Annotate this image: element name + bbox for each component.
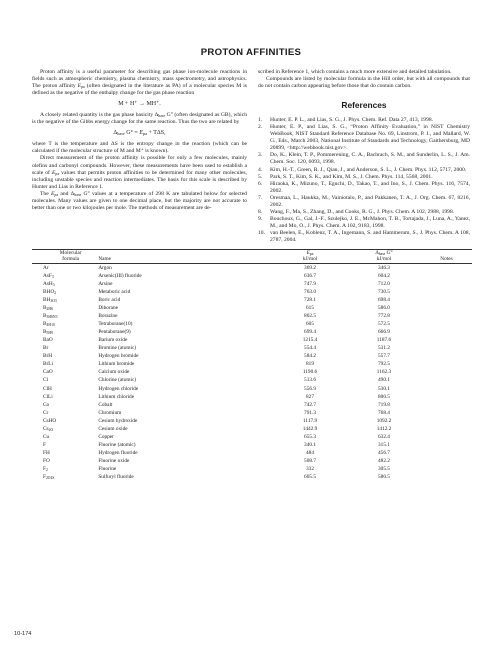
basicity-cell: 632.4 xyxy=(378,433,390,440)
epa-cell: 742.7 xyxy=(304,401,316,408)
epa-cell: 369.2 xyxy=(304,264,316,271)
reference-number: 1. xyxy=(258,117,263,124)
table-row xyxy=(32,441,472,449)
formula-cell: $B_{3H6N3}$ xyxy=(43,313,58,320)
notes-cell xyxy=(421,360,472,368)
basicity-cell: 730.5 xyxy=(378,288,390,295)
basicity-cell: 1092.2 xyxy=(376,417,392,424)
formula-cell: $F_2$ xyxy=(43,465,48,472)
notes-cell xyxy=(421,409,472,417)
name-cell: Lithium bromide xyxy=(98,361,135,368)
reference-item xyxy=(258,195,470,209)
basicity-cell: 772.8 xyxy=(378,313,390,320)
measurement-paragraph: Direct measurement of the proton affinity is possible for only a few molecules, mainly olefins and carbonyl compounds. However, these measurements have been used to establish a scale of $E_{pa}$ values that permits proton affinities to be determined for many other molecules, including unstable species and reaction intermediates. The basis for this scale is described by Hunter and Lias in Reference 1. xyxy=(32,155,247,190)
header-notes-text: Notes xyxy=(440,256,453,263)
basicity-cell: 1162.3 xyxy=(376,369,392,376)
reference-item xyxy=(258,209,470,216)
formula-cell: ClH xyxy=(43,385,52,392)
name-cell: Diborane xyxy=(98,305,119,312)
formula-cell: BrH xyxy=(43,353,53,360)
reference-item xyxy=(258,230,470,244)
notes-cell xyxy=(421,376,472,384)
basicity-cell: 530.1 xyxy=(378,385,390,392)
right-column xyxy=(258,69,470,244)
formula-cell: ClLi xyxy=(43,393,53,400)
epa-cell: 584.2 xyxy=(304,353,316,360)
name-cell: Fluorine (atomic) xyxy=(98,441,136,448)
name-cell: Chlorine (atomic) xyxy=(98,377,137,384)
epa-cell: 819 xyxy=(306,361,314,368)
epa-cell: 1117.9 xyxy=(302,417,318,424)
reference-number: 5. xyxy=(258,173,263,180)
formula-cell: Br xyxy=(43,345,49,352)
table-row xyxy=(32,385,472,393)
formula-cell: Cu xyxy=(43,433,50,440)
table-row xyxy=(32,344,472,352)
formula-cell: $BHO_2$ xyxy=(43,288,57,295)
basicity-cell: 580.5 xyxy=(378,474,390,481)
formula-cell: FH xyxy=(43,449,50,456)
epa-cell: 763.0 xyxy=(304,288,316,295)
page-title: PROTON AFFINITIES xyxy=(200,47,302,58)
name-cell: Barium oxide xyxy=(98,337,128,344)
formula-cell: $BH_{3O3}$ xyxy=(43,297,57,303)
table-row xyxy=(32,376,472,384)
table-row xyxy=(32,433,472,441)
formula-cell: $Cs_{2O}$ xyxy=(43,425,54,432)
header-name-text: Name xyxy=(98,256,111,263)
basicity-cell: 490.1 xyxy=(378,377,390,384)
basicity-cell: 315.1 xyxy=(378,441,390,448)
basicity-cell: 482.2 xyxy=(378,457,390,464)
notes-cell xyxy=(421,352,472,360)
formula-cell: BrLi xyxy=(43,361,54,368)
basicity-cell: 719.8 xyxy=(378,401,390,408)
table-row xyxy=(32,296,472,304)
epa-cell: 332 xyxy=(306,465,314,472)
name-cell: Lithium chloride xyxy=(98,393,135,400)
notes-cell xyxy=(421,433,472,441)
epa-cell: 556.9 xyxy=(304,385,316,392)
reference-number: 3. xyxy=(258,152,263,159)
name-cell: Argon xyxy=(98,264,112,271)
header-basicity-line1: $\Delta_{base}$ G° xyxy=(375,250,393,256)
basicity-cell: 1412.2 xyxy=(376,425,392,432)
notes-cell xyxy=(421,312,472,320)
epa-cell: 827 xyxy=(306,393,314,400)
basicity-cell: 800.5 xyxy=(378,393,390,400)
intro-paragraph: Proton affinity is a useful parameter for describing gas phase ion-molecule reactions in fields such as atmospheric chemistry, plasma chemistry, mass spectrometry, and astrophysics. The proton affinity $E_{pa}$ (often designated in the literature as PA) of a molecular species M is defined as the negative of the enthalpy change for the gas phase reaction xyxy=(32,69,247,97)
name-cell: Chromium xyxy=(98,409,122,416)
name-cell: Fluorine oxide xyxy=(98,457,130,464)
header-epa-line2: kJ/mol xyxy=(302,256,318,263)
notes-cell xyxy=(421,263,472,272)
table-row xyxy=(32,393,472,401)
notes-cell xyxy=(421,457,472,465)
table-row xyxy=(32,360,472,368)
ordering-paragraph: Compounds are listed by molecular formula in the Hill order, but with all compounds that do not contain carbon appearing before those that do contain carbon. xyxy=(258,76,470,90)
reference-text: Wang, F., Ma, S., Zhang, D., and Cooks, R. G., J. Phys. Chem. A 102, 2988, 1998. xyxy=(270,208,455,215)
basicity-cell: 557.7 xyxy=(378,353,390,360)
reference-item xyxy=(258,124,470,152)
reference-item xyxy=(258,167,470,174)
basicity-cell: 666.9 xyxy=(378,329,390,336)
notes-cell xyxy=(421,449,472,457)
formula-cell: Cr xyxy=(43,409,49,416)
header-basicity-line2: kJ/mol xyxy=(376,256,392,263)
name-cell: Cobalt xyxy=(98,401,113,408)
table-row xyxy=(32,425,472,433)
formula-cell: BaO xyxy=(43,337,53,344)
entropy-paragraph: where T is the temperature and ΔS is the entropy change in the reaction (which can be calculated if the molecular structure of M and M⁺ is known). xyxy=(32,141,247,155)
basicity-cell: 768.4 xyxy=(378,409,390,416)
basicity-cell: 531.2 xyxy=(378,345,390,352)
table-body xyxy=(32,263,472,481)
reference-text: Do, K., Klein, T. P., Pommerening, C. A., Bachrach, S. M., and Sunderlin, L. S., J. Am. Chem. Soc. 120, 6093, 1998. xyxy=(270,152,470,166)
notes-cell xyxy=(421,385,472,393)
epa-cell: 1215.4 xyxy=(302,337,318,344)
header-name xyxy=(98,250,273,264)
formula-cell: AsF$_3$ xyxy=(43,272,54,279)
name-cell: Arsine xyxy=(98,280,113,287)
name-cell: Boric acid xyxy=(98,297,121,303)
epa-cell: 802.5 xyxy=(304,313,316,320)
formula-cell: F xyxy=(43,441,46,448)
notes-cell xyxy=(421,296,472,304)
table-row xyxy=(32,288,472,296)
notes-cell xyxy=(421,304,472,312)
reference-item xyxy=(258,174,470,181)
reference-number: 4. xyxy=(258,166,263,173)
formula-cell: $B_{5H9}$ xyxy=(43,329,53,336)
name-cell: Copper xyxy=(98,433,114,440)
name-cell: Hydrogen chloride xyxy=(98,385,139,392)
table-row xyxy=(32,328,472,336)
name-cell: Cesium hydroxide xyxy=(98,417,138,424)
epa-cell: 554.4 xyxy=(304,345,316,352)
notes-cell xyxy=(421,320,472,328)
basicity-cell: 604.2 xyxy=(378,272,390,279)
notes-cell xyxy=(421,280,472,288)
page-number: 10-174 xyxy=(14,631,32,637)
formula-cell: CaO xyxy=(43,369,53,376)
formula-cell: $B_{4H10}$ xyxy=(43,321,55,328)
name-cell: Borazine xyxy=(98,313,118,320)
notes-cell xyxy=(421,272,472,280)
formula-cell: CsHO xyxy=(43,417,57,424)
table-row xyxy=(32,457,472,465)
notes-cell xyxy=(421,328,472,336)
notes-cell xyxy=(421,465,472,473)
table-row xyxy=(32,368,472,376)
table-row xyxy=(32,320,472,328)
reference-text: Oresmaa, L., Haukka, M., Vainiotalo, P., and Pakkanen, T. A., J. Org. Chem. 67, 8216, 2002. xyxy=(270,194,470,208)
notes-cell xyxy=(421,441,472,449)
references-list xyxy=(258,117,470,244)
name-cell: Metaboric acid xyxy=(98,288,131,295)
epa-cell: 655.3 xyxy=(304,433,316,440)
reference-text: Park, S. T., Kim, S. K., and Kim, M. S., J. Chem. Phys. 114, 5568, 2001. xyxy=(270,173,433,180)
name-cell: Hydrogen fluoride xyxy=(98,449,138,456)
reference-number: 10. xyxy=(258,229,265,236)
basicity-cell: 586.0 xyxy=(378,305,390,312)
notes-cell xyxy=(421,401,472,409)
formula-cell: AsH$_3$ xyxy=(43,280,55,287)
reference-text: Bouchoux, G., Gal, J.-F., Szulejko, J. E., McMahon, T. B., Tortajada, J., Luna, A., Yanez, M., and Mo, O., J. Phys. Chem. A 102, 9183, 1998. xyxy=(270,215,470,229)
table-row xyxy=(32,473,472,481)
epa-cell: 605 xyxy=(306,321,314,328)
left-column xyxy=(32,69,247,212)
epa-cell: 615 xyxy=(306,305,314,312)
reference-number: 6. xyxy=(258,180,263,187)
reference-text: Kim, H.-T., Green, R. J., Qian, J., and Anderson, S. L., J. Chem. Phys. 112, 5717, 2000. xyxy=(270,166,467,173)
header-formula-line2: formula xyxy=(62,256,80,263)
table-row xyxy=(32,304,472,312)
tabulation-paragraph: The $E_{pa}$ and $\Delta_{base}$ G° values at a temperature of 298 K are tabulated below for selected molecules. Many values are given to one decimal place, but the majority are not accurate to better than one or two kilojoules per mole. The methods of measurement are de- xyxy=(32,190,247,211)
notes-cell xyxy=(421,336,472,344)
name-cell: Tetraborane(10) xyxy=(98,321,133,328)
name-cell: Sulfuryl fluoride xyxy=(98,474,134,481)
name-cell: Hydrogen bromide xyxy=(98,353,139,360)
reference-text: van Beelen, E., Koblenz, T. A., Ingemann, S. and Hammerum, S., J. Phys. Chem. A 108, 2787, 2004. xyxy=(270,229,470,243)
epa-cell: 513.6 xyxy=(304,377,316,384)
relation-equation: $\Delta_{base}$ $G^\circ = E_{pa} + T\Delta S$, xyxy=(113,130,166,137)
reference-text: Hunter, E. P., and Lias, S. G., “Proton Affinity Evaluation,” in NIST Chemistry WebBook, NIST Standard Reference Database No. 69, Linstrom, P. J., and Mallard, W. G., Eds., March 2003, National Institute of Standards and Technology, Gaithersburg, MD 20899, <http://webbook.nist.gov>. xyxy=(270,124,470,152)
table-row xyxy=(32,352,472,360)
basicity-paragraph: A closely related quantity is the gas phase basicity $\Delta_{base}$ G° (often designated as GB), which is the negative of the Gibbs energy change for the same reaction. Thus the two are related by xyxy=(32,112,247,126)
basicity-cell: 456.7 xyxy=(378,449,390,456)
reference-number: 8. xyxy=(258,208,263,215)
notes-cell xyxy=(421,417,472,425)
reference-item xyxy=(258,152,470,166)
continued-paragraph: scribed in Reference 1, which contains a much more extensive and detailed tabulation. xyxy=(258,69,452,75)
reference-text: Hiraoka, K., Mizuno, T., Eguchi, D., Takao, T., and Ino, S., J. Chem. Phys. 116, 7574, 2002. xyxy=(270,180,470,194)
reference-item xyxy=(258,181,470,195)
name-cell: Fluorine xyxy=(98,465,117,472)
basicity-cell: 712.0 xyxy=(378,280,390,287)
epa-cell: 747.9 xyxy=(304,280,316,287)
epa-cell: 791.3 xyxy=(304,409,316,416)
reference-number: 2. xyxy=(258,124,263,131)
epa-cell: 508.7 xyxy=(304,457,316,464)
basicity-cell: 698.4 xyxy=(378,297,390,303)
epa-cell: 699.4 xyxy=(304,329,316,336)
notes-cell xyxy=(421,393,472,401)
notes-cell xyxy=(421,368,472,376)
table-row xyxy=(32,280,472,288)
reference-number: 9. xyxy=(258,215,263,222)
name-cell: Cesium oxide xyxy=(98,425,128,432)
notes-cell xyxy=(421,425,472,433)
reference-text: Hunter, E. P. L., and Lias, S. G., J. Phys. Chem. Ref. Data 27, 413, 1998. xyxy=(270,117,434,124)
table-row xyxy=(32,272,472,280)
header-formula-line1: Molecular xyxy=(59,250,82,256)
header-notes xyxy=(421,250,472,264)
table-row xyxy=(32,336,472,344)
name-cell: Pentaborane(9) xyxy=(98,329,131,336)
epa-cell: 1190.6 xyxy=(302,369,318,376)
formula-cell: Cl xyxy=(43,377,49,384)
header-basicity xyxy=(347,250,421,264)
name-cell: Arsenic(III) fluoride xyxy=(98,272,142,279)
header-epa-line1: $E_{pa}$ xyxy=(306,250,314,256)
name-cell: Bromine (atomic) xyxy=(98,345,137,352)
notes-cell xyxy=(421,473,472,481)
formula-cell: $B_{2H6}$ xyxy=(43,305,53,312)
table-row xyxy=(32,465,472,473)
proton-affinity-table xyxy=(32,249,472,481)
formula-cell: Ar xyxy=(43,264,49,271)
reference-item xyxy=(258,216,470,230)
reaction-equation: M + H⁺ → MH⁺. xyxy=(118,101,161,108)
formula-cell: $F_{2O2S}$ xyxy=(43,474,55,481)
table-row xyxy=(32,409,472,417)
header-epa xyxy=(273,250,347,264)
epa-cell: 728.1 xyxy=(304,297,316,303)
epa-cell: 605.5 xyxy=(304,474,316,481)
formula-cell: Co xyxy=(43,401,50,408)
formula-cell: FO xyxy=(43,457,50,464)
table-row xyxy=(32,417,472,425)
epa-cell: 636.7 xyxy=(304,272,316,279)
notes-cell xyxy=(421,344,472,352)
header-formula xyxy=(32,250,98,264)
basicity-cell: 1187.6 xyxy=(376,337,392,344)
epa-cell: 484 xyxy=(306,449,314,456)
basicity-cell: 572.5 xyxy=(378,321,390,328)
name-cell: Calcium oxide xyxy=(98,369,130,376)
reference-number: 7. xyxy=(258,194,263,201)
epa-cell: 1442.9 xyxy=(302,425,318,432)
table-row xyxy=(32,263,472,272)
notes-cell xyxy=(421,288,472,296)
table-row xyxy=(32,449,472,457)
table-row xyxy=(32,312,472,320)
basicity-cell: 305.5 xyxy=(378,465,390,472)
references-heading: References xyxy=(341,100,387,111)
epa-cell: 340.1 xyxy=(304,441,316,448)
table-row xyxy=(32,401,472,409)
basicity-cell: 346.3 xyxy=(378,264,390,271)
basicity-cell: 792.5 xyxy=(378,361,390,368)
